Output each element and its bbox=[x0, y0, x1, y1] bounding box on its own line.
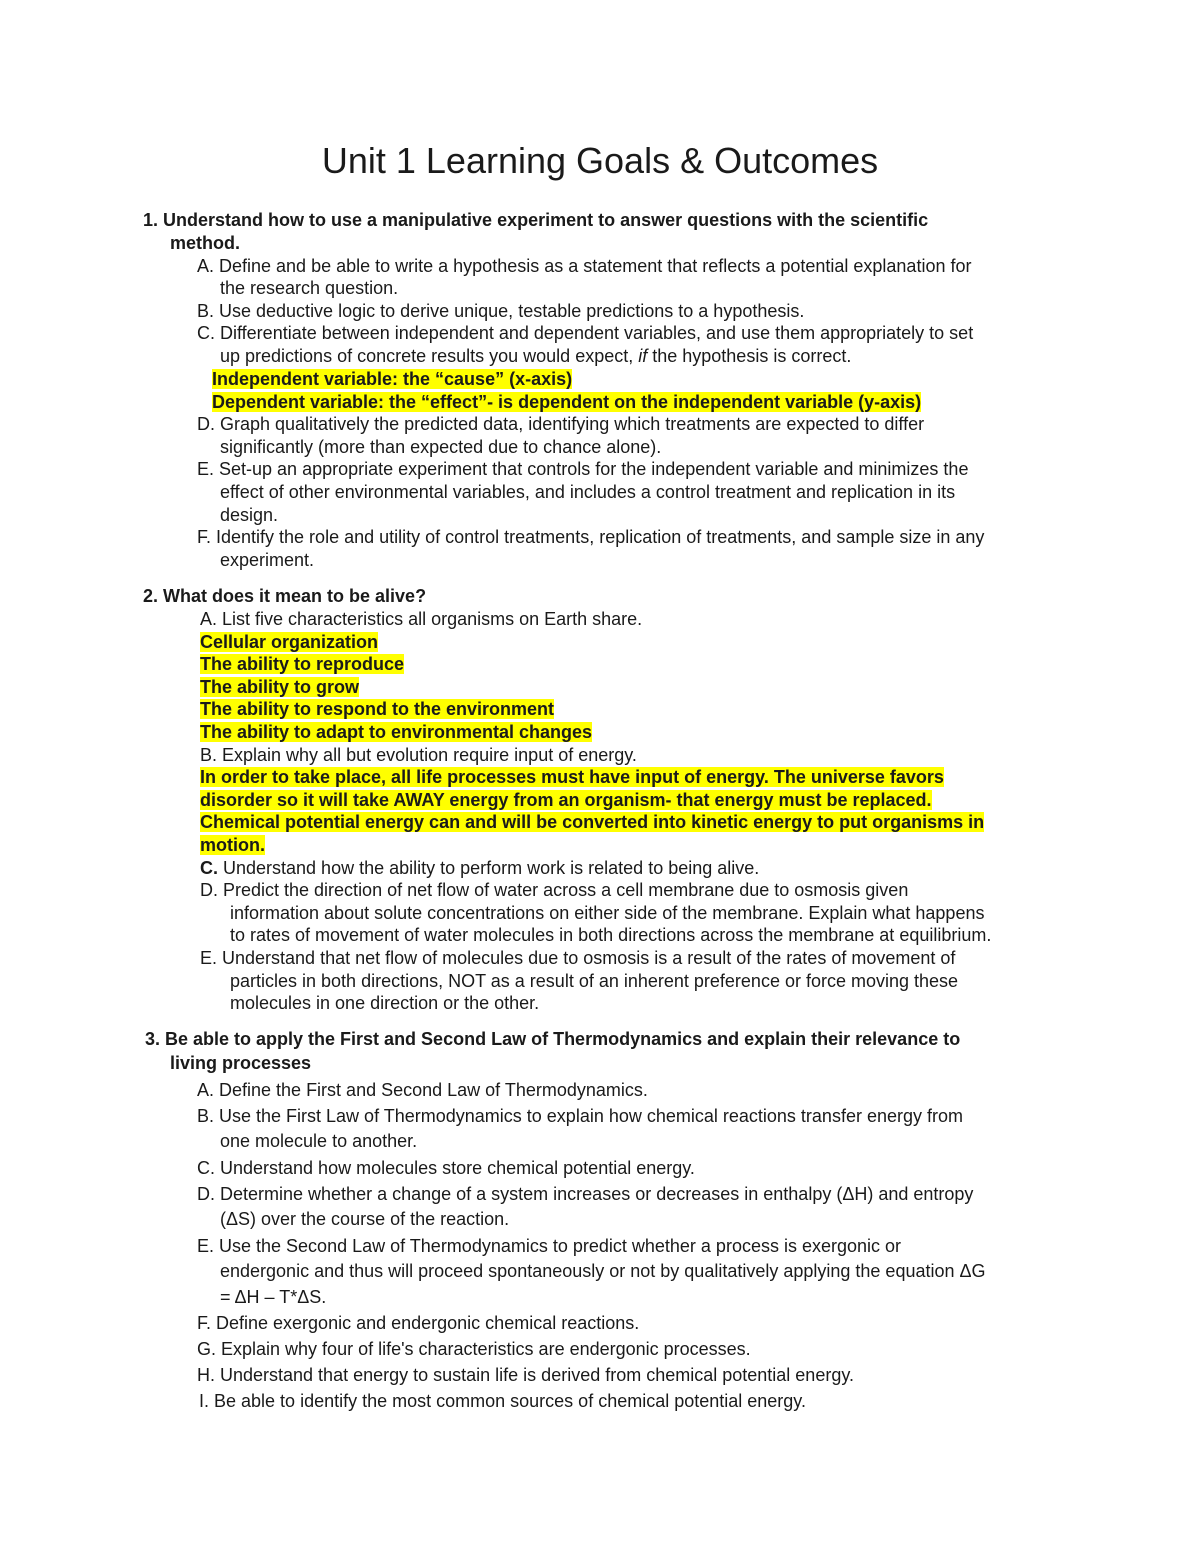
item-3i: I. Be able to identify the most common sources of chemical potential energy. bbox=[199, 1391, 806, 1411]
item-3e-cont2: = ΔH – T*ΔS. bbox=[220, 1287, 327, 1307]
item-2b: B. Explain why all but evolution require input of energy. bbox=[200, 745, 637, 765]
item-1e-cont2: design. bbox=[220, 505, 279, 525]
item-1f: F. Identify the role and utility of control treatments, replication of treatments, and sample size in any bbox=[197, 527, 985, 547]
item-1f-cont: experiment. bbox=[220, 550, 315, 570]
energy-answer-line: motion. bbox=[200, 835, 265, 855]
item-1d-cont: significantly (more than expected due to chance alone). bbox=[220, 437, 662, 457]
highlight-dependent-variable: Dependent variable: the “effect”- is dependent on the independent variable (y-axis) bbox=[212, 392, 922, 412]
energy-answer-line: Chemical potential energy can and will be converted into kinetic energy to put organisms in bbox=[200, 812, 985, 832]
item-2c: C. Understand how the ability to perform work is related to being alive. bbox=[200, 858, 760, 878]
item-3a: A. Define the First and Second Law of Thermodynamics. bbox=[197, 1080, 648, 1100]
item-3c: C. Understand how molecules store chemical potential energy. bbox=[197, 1158, 695, 1178]
item-3h: H. Understand that energy to sustain life is derived from chemical potential energy. bbox=[197, 1365, 854, 1385]
item-2e-cont2: molecules in one direction or the other. bbox=[230, 993, 540, 1013]
item-1b: B. Use deductive logic to derive unique, testable predictions to a hypothesis. bbox=[197, 301, 805, 321]
item-2d: D. Predict the direction of net flow of water across a cell membrane due to osmosis given bbox=[200, 880, 909, 900]
item-1c: C. Differentiate between independent and dependent variables, and use them appropriately to set bbox=[197, 323, 974, 343]
item-1a-cont: the research question. bbox=[220, 278, 399, 298]
item-3e: E. Use the Second Law of Thermodynamics to predict whether a process is exergonic or bbox=[197, 1236, 902, 1256]
item-1d: D. Graph qualitatively the predicted data, identifying which treatments are expected to differ bbox=[197, 414, 925, 434]
characteristic-item: The ability to reproduce bbox=[200, 654, 405, 674]
item-1c-cont: up predictions of concrete results you would expect, if the hypothesis is correct. bbox=[220, 346, 852, 366]
item-3f: F. Define exergonic and endergonic chemical reactions. bbox=[197, 1313, 640, 1333]
characteristic-item: The ability to adapt to environmental changes bbox=[200, 722, 593, 742]
page-title: Unit 1 Learning Goals & Outcomes bbox=[321, 140, 879, 181]
item-3d-cont: (ΔS) over the course of the reaction. bbox=[220, 1209, 510, 1229]
item-3d: D. Determine whether a change of a system increases or decreases in enthalpy (ΔH) and entropy bbox=[197, 1184, 974, 1204]
section-1-heading: 1. Understand how to use a manipulative experiment to answer questions with the scientific bbox=[143, 210, 929, 230]
item-1e-cont: effect of other environmental variables, and includes a control treatment and replication in its bbox=[220, 482, 956, 502]
item-3g: G. Explain why four of life's characteristics are endergonic processes. bbox=[197, 1339, 751, 1359]
item-2e-cont: particles in both directions, NOT as a result of an inherent preference or force moving these bbox=[230, 971, 959, 991]
item-3e-cont: endergonic and thus will proceed spontaneously or not by qualitatively applying the equation ΔG bbox=[220, 1261, 986, 1281]
item-1a: A. Define and be able to write a hypothesis as a statement that reflects a potential explanation for bbox=[197, 256, 972, 276]
item-1e: E. Set-up an appropriate experiment that controls for the independent variable and minimizes the bbox=[197, 459, 969, 479]
item-2e: E. Understand that net flow of molecules due to osmosis is a result of the rates of movement of bbox=[200, 948, 956, 968]
characteristic-item: Cellular organization bbox=[200, 632, 379, 652]
item-3b-cont: one molecule to another. bbox=[220, 1131, 418, 1151]
energy-answer-line: In order to take place, all life processes must have input of energy. The universe favors bbox=[200, 767, 944, 787]
section-1-heading-cont: method. bbox=[170, 233, 240, 253]
emphasis-if: if bbox=[638, 346, 648, 366]
highlight-independent-variable: Independent variable: the “cause” (x-axis) bbox=[212, 369, 573, 389]
section-2-heading: 2. What does it mean to be alive? bbox=[143, 586, 427, 606]
energy-answer-line: disorder so it will take AWAY energy from an organism- that energy must be replaced. bbox=[200, 790, 932, 810]
item-2d-cont2: to rates of movement of water molecules in both directions across the membrane at equilibrium. bbox=[230, 925, 992, 945]
section-3-heading: 3. Be able to apply the First and Second Law of Thermodynamics and explain their relevance to bbox=[145, 1029, 961, 1049]
item-2a: A. List five characteristics all organisms on Earth share. bbox=[200, 609, 643, 629]
item-3b: B. Use the First Law of Thermodynamics to explain how chemical reactions transfer energy from bbox=[197, 1106, 963, 1126]
item-2d-cont: information about solute concentrations on either side of the membrane. Explain what happens bbox=[230, 903, 985, 923]
characteristic-item: The ability to respond to the environment bbox=[200, 699, 555, 719]
section-3-heading-cont: living processes bbox=[170, 1053, 312, 1073]
characteristic-item: The ability to grow bbox=[200, 677, 360, 697]
